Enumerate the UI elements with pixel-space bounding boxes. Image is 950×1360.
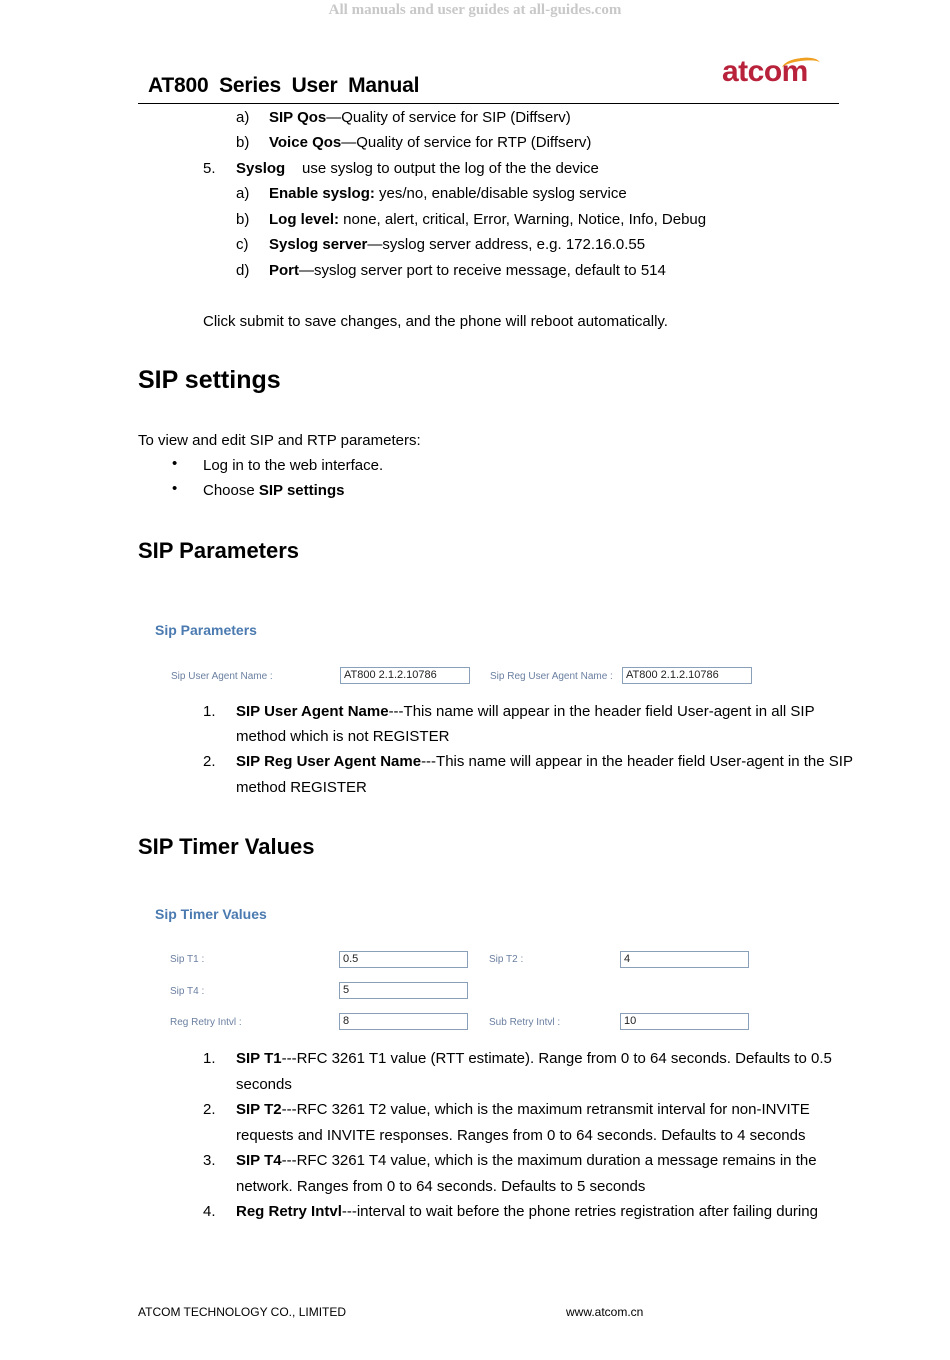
list-item: SIP User Agent Name---This name will appear in the header field User-agent in all SIP <box>236 703 815 720</box>
list-marker: a) <box>236 185 250 202</box>
field-label: Sip Reg User Agent Name : <box>490 671 613 682</box>
list-item-cont: method REGISTER <box>236 779 367 796</box>
list-item-cont: method which is not REGISTER <box>236 728 450 745</box>
list-item: SIP T2---RFC 3261 T2 value, which is the maximum retransmit interval for non-INVITE <box>236 1101 810 1118</box>
heading-sip-timer-values: SIP Timer Values <box>138 834 315 859</box>
sip-t4-input[interactable]: 5 <box>339 982 468 999</box>
list-desc: use syslog to output the log of the the device <box>302 160 599 177</box>
term: Voice Qos <box>269 134 342 151</box>
list-marker: 2. <box>203 1101 216 1118</box>
footer-website: www.atcom.cn <box>566 1305 644 1319</box>
heading-sip-settings: SIP settings <box>138 366 281 394</box>
field-label: Sip T1 : <box>170 954 205 965</box>
field-label: Sip T4 : <box>170 986 205 997</box>
sub-retry-intvl-input[interactable]: 10 <box>620 1013 749 1030</box>
list-item: Enable syslog: yes/no, enable/disable syslog service <box>269 185 627 202</box>
bullet-icon: • <box>172 480 178 497</box>
footer-company: ATCOM TECHNOLOGY CO., LIMITED <box>138 1305 347 1319</box>
atcom-logo: atcom <box>722 55 808 88</box>
panel-title: Sip Parameters <box>155 622 257 638</box>
desc: —Quality of service for RTP (Diffserv) <box>341 134 592 151</box>
list-item <box>269 108 571 128</box>
desc: —Quality of service for SIP (Diffserv) <box>326 109 571 126</box>
list-marker: 2. <box>203 753 216 770</box>
list-marker: 4. <box>203 1203 216 1220</box>
list-item: SIP Reg User Agent Name---This name will appear in the header field User-agent in the SIP <box>236 753 853 770</box>
sip-t2-input[interactable]: 4 <box>620 951 749 968</box>
list-item: SIP T1---RFC 3261 T1 value (RTT estimate). Range from 0 to 64 seconds. Defaults to 0.5 <box>236 1050 832 1067</box>
manual-title: AT800 Series User Manual <box>148 74 420 97</box>
sip-user-agent-name-input[interactable]: AT800 2.1.2.10786 <box>340 667 470 684</box>
sip-reg-user-agent-name-input[interactable]: AT800 2.1.2.10786 <box>622 667 752 684</box>
field-label: Sub Retry Intvl : <box>489 1017 561 1028</box>
field-label: Sip User Agent Name : <box>171 671 273 682</box>
bullet-item: Log in to the web interface. <box>203 457 384 474</box>
list-marker: d) <box>236 262 250 279</box>
list-marker: b) <box>236 134 250 151</box>
list-marker: a) <box>236 109 250 126</box>
list-marker: b) <box>236 211 250 228</box>
list-term: Syslog <box>236 160 286 177</box>
field-label: Sip T2 : <box>489 954 524 965</box>
heading-sip-parameters: SIP Parameters <box>138 538 300 563</box>
bullet-icon: • <box>172 455 178 472</box>
list-marker: 3. <box>203 1152 216 1169</box>
list-marker: 5. <box>203 160 216 177</box>
reg-retry-intvl-input[interactable]: 8 <box>339 1013 468 1030</box>
list-item: Reg Retry Intvl---interval to wait before the phone retries registration after failing during <box>236 1203 818 1220</box>
submit-note: Click submit to save changes, and the phone will reboot automatically. <box>203 313 668 330</box>
sip-t1-input[interactable]: 0.5 <box>339 951 468 968</box>
list-item <box>269 133 591 153</box>
panel-title: Sip Timer Values <box>155 906 267 922</box>
header-divider <box>138 103 839 104</box>
list-item: Syslog server—syslog server address, e.g. 172.16.0.55 <box>269 236 646 253</box>
watermark: All manuals and user guides at all-guides.com <box>328 2 622 18</box>
list-marker: 1. <box>203 1050 216 1067</box>
list-item-cont: seconds <box>236 1076 292 1093</box>
list-marker: c) <box>236 236 249 253</box>
term: SIP Qos <box>269 109 327 126</box>
intro-text: To view and edit SIP and RTP parameters: <box>138 432 421 449</box>
list-marker: 1. <box>203 703 216 720</box>
list-item-cont: network. Ranges from 0 to 64 seconds. Defaults to 5 seconds <box>236 1178 646 1195</box>
list-item: Log level: none, alert, critical, Error, Warning, Notice, Info, Debug <box>269 211 707 228</box>
list-item: SIP T4---RFC 3261 T4 value, which is the maximum duration a message remains in the <box>236 1152 817 1169</box>
list-item: Port—syslog server port to receive message, default to 514 <box>269 262 666 279</box>
bullet-item: Choose SIP settings <box>203 482 345 499</box>
list-item-cont: requests and INVITE responses. Ranges from 0 to 64 seconds. Defaults to 4 seconds <box>236 1127 806 1144</box>
field-label: Reg Retry Intvl : <box>170 1017 242 1028</box>
